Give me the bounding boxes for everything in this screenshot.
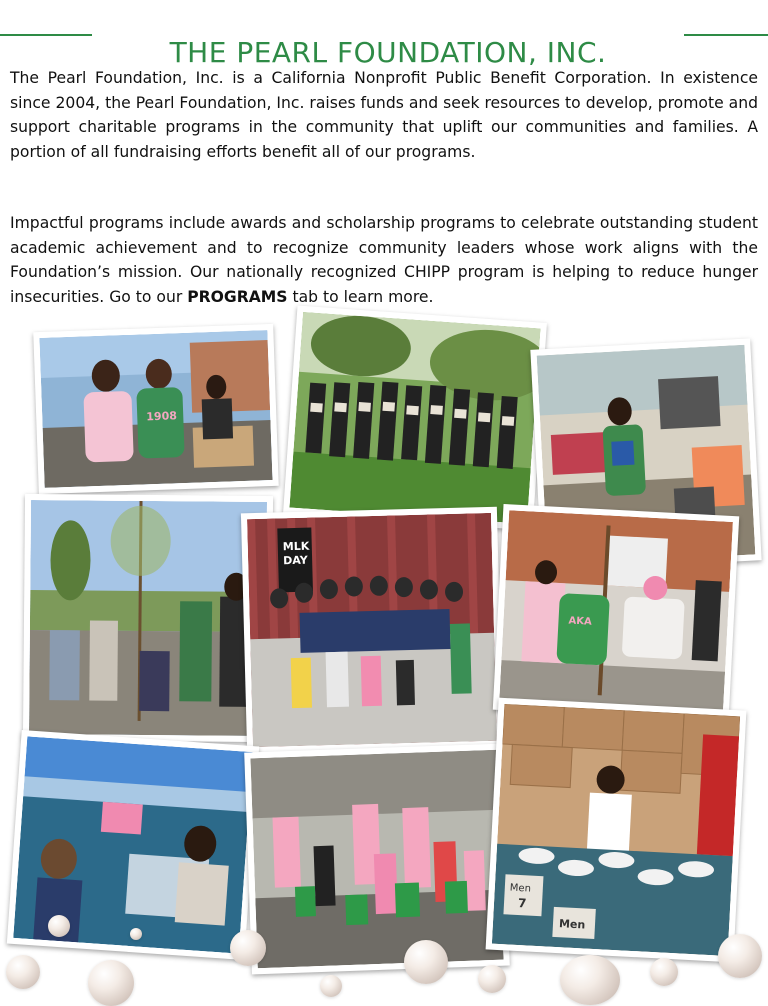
pearl-decoration: [404, 940, 448, 984]
pearl-decoration: [650, 958, 678, 986]
programs-link-text: PROGRAMS: [187, 287, 288, 306]
header-rule-left: [0, 34, 92, 36]
pearl-decoration: [48, 915, 70, 937]
photo-tree-planting-group: [23, 494, 273, 742]
shirt-text-aka: AKA: [568, 615, 593, 628]
pearl-decoration: [560, 955, 620, 1005]
page-header: [0, 14, 768, 69]
header-rule-right: [684, 34, 768, 36]
pearl-decoration: [6, 955, 40, 989]
photo-aka-tree-planting: [493, 504, 739, 722]
banner-text-day: DAY: [282, 553, 308, 568]
pearl-decoration: [478, 965, 506, 993]
photo-shoe-donation: [486, 698, 747, 963]
programs-paragraph-end: tab to learn more.: [287, 287, 434, 306]
photo-mlk-day-event: [241, 507, 503, 754]
photo-kids-backpacks: [7, 730, 259, 960]
sweatshirt-text: 1908: [146, 409, 178, 424]
pearl-decoration: [230, 930, 266, 966]
pearl-decoration: [88, 960, 134, 1006]
banner-text-mlk: MLK: [282, 539, 310, 554]
pearl-decoration: [130, 928, 142, 940]
intro-paragraph: The Pearl Foundation, Inc. is a California Nonprofit Public Benefit Corporation. In existence since 2004, the Pearl Foundation, Inc. raises funds and seek resources to develop, promote and support charitable programs in the community that uplift our communities and families. A portion of all fundraising efforts benefit all of our programs.: [10, 69, 758, 161]
pearl-decoration: [718, 934, 762, 978]
photo-volunteers-cleanup: [33, 324, 279, 494]
box-label-men: Men: [509, 882, 532, 895]
programs-paragraph: [10, 211, 758, 309]
page-title: THE PEARL FOUNDATION, INC.: [169, 35, 607, 69]
box-label-men-2: Men: [558, 917, 586, 932]
photo-award-recipients: [283, 306, 547, 531]
box-label-number: 7: [517, 895, 527, 911]
photo-kids-green-bags: [244, 744, 510, 975]
programs-paragraph-text: Impactful programs include awards and scholarship programs to celebrate outstanding student academic achievement and to recognize community leaders whose work aligns with the Foundation’s mission. Our nationally recognized CHIPP program is helping to reduce hunger insecurities. Go to our: [10, 214, 758, 306]
